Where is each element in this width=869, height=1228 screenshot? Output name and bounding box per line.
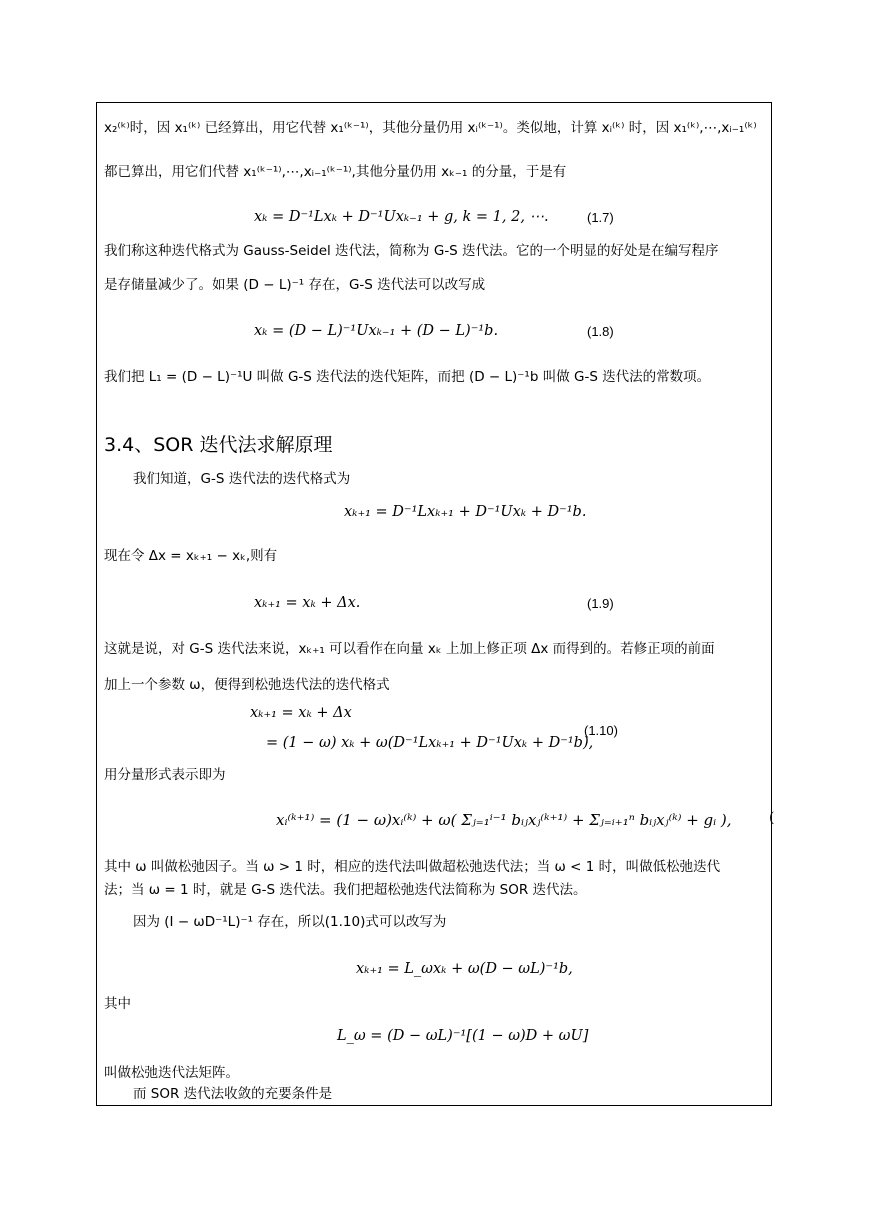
text-line-16: 而 SOR 迭代法收敛的充要条件是 xyxy=(133,1086,333,1102)
text-line-10: 用分量形式表示即为 xyxy=(104,767,226,783)
equation-gs: xₖ₊₁ = D⁻¹Lxₖ₊₁ + D⁻¹Uxₖ + D⁻¹b. xyxy=(344,504,587,520)
equation-sor: xₖ₊₁ = L_ωxₖ + ω(D − ωL)⁻¹b, xyxy=(356,961,573,977)
section-heading: 3.4、SOR 迭代法求解原理 xyxy=(104,434,333,456)
text-line-11: 其中 ω 叫做松弛因子。当 ω > 1 时，相应的迭代法叫做超松弛迭代法；当 ω < 1 时，叫做低松弛迭代 xyxy=(104,859,721,875)
text-line-4: 是存储量减少了。如果 (D − L)⁻¹ 存在，G-S 迭代法可以改写成 xyxy=(104,277,486,293)
equation-1-9: xₖ₊₁ = xₖ + Δx. xyxy=(254,595,361,611)
equation-1-8: xₖ = (D − L)⁻¹Uxₖ₋₁ + (D − L)⁻¹b. xyxy=(254,323,499,339)
equation-component: xᵢ⁽ᵏ⁺¹⁾ = (1 − ω)xᵢ⁽ᵏ⁾ + ω( Σⱼ₌₁ⁱ⁻¹ bᵢⱼxⱼ⁽ᵏ⁺¹⁾ + Σⱼ₌ᵢ₊₁ⁿ bᵢⱼxⱼ⁽ᵏ⁾ + gᵢ ), xyxy=(276,811,732,829)
text-line-2: 都已算出，用它们代替 x₁⁽ᵏ⁻¹⁾,⋯,xᵢ₋₁⁽ᵏ⁻¹⁾,其他分量仍用 xₖ₋₁ 的分量，于是有 xyxy=(104,164,567,180)
equation-1-10-line-1: xₖ₊₁ = xₖ + Δx xyxy=(250,705,352,721)
text-line-9: 加上一个参数 ω，便得到松弛迭代法的迭代格式 xyxy=(104,677,390,693)
text-line-13: 因为 (I − ωD⁻¹L)⁻¹ 存在，所以(1.10)式可以改写为 xyxy=(133,914,447,930)
page-edge-mark: ( xyxy=(769,810,775,826)
text-line-14: 其中 xyxy=(104,996,131,1012)
text-line-5: 我们把 L₁ = (D − L)⁻¹U 叫做 G-S 迭代法的迭代矩阵，而把 (D − L)⁻¹b 叫做 G-S 迭代法的常数项。 xyxy=(104,369,711,385)
text-line-8: 这就是说，对 G-S 迭代法来说，xₖ₊₁ 可以看作在向量 xₖ 上加上修正项 Δx 而得到的。若修正项的前面 xyxy=(104,641,715,657)
text-line-15: 叫做松弛迭代法矩阵。 xyxy=(104,1065,239,1081)
text-line-6: 我们知道，G-S 迭代法的迭代格式为 xyxy=(133,471,351,487)
equation-number-1-9: (1.9) xyxy=(587,596,614,611)
text-line-3: 我们称这种迭代格式为 Gauss-Seidel 迭代法，简称为 G-S 迭代法。它的一个明显的好处是在编写程序 xyxy=(104,243,719,259)
equation-l-omega: L_ω = (D − ωL)⁻¹[(1 − ω)D + ωU] xyxy=(337,1028,589,1044)
text-line-7: 现在令 Δx = xₖ₊₁ − xₖ,则有 xyxy=(104,548,278,564)
text-line-1: x₂⁽ᵏ⁾时，因 x₁⁽ᵏ⁾ 已经算出，用它代替 x₁⁽ᵏ⁻¹⁾，其他分量仍用 xᵢ⁽ᵏ⁻¹⁾。类似地，计算 xᵢ⁽ᵏ⁾ 时，因 x₁⁽ᵏ⁾,⋯,xᵢ₋₁⁽ᵏ⁾ xyxy=(104,120,757,136)
equation-1-10-line-2: = (1 − ω) xₖ + ω(D⁻¹Lxₖ₊₁ + D⁻¹Uxₖ + D⁻¹b), xyxy=(266,735,594,751)
equation-number-1-7: (1.7) xyxy=(587,210,614,225)
equation-number-1-8: (1.8) xyxy=(587,324,614,339)
equation-1-7: xₖ = D⁻¹Lxₖ + D⁻¹Uxₖ₋₁ + g, k = 1, 2, ⋯. xyxy=(254,209,549,225)
equation-number-1-10: (1.10) xyxy=(584,723,618,738)
text-line-12: 法；当 ω = 1 时，就是 G-S 迭代法。我们把超松弛迭代法简称为 SOR 迭代法。 xyxy=(104,882,587,898)
